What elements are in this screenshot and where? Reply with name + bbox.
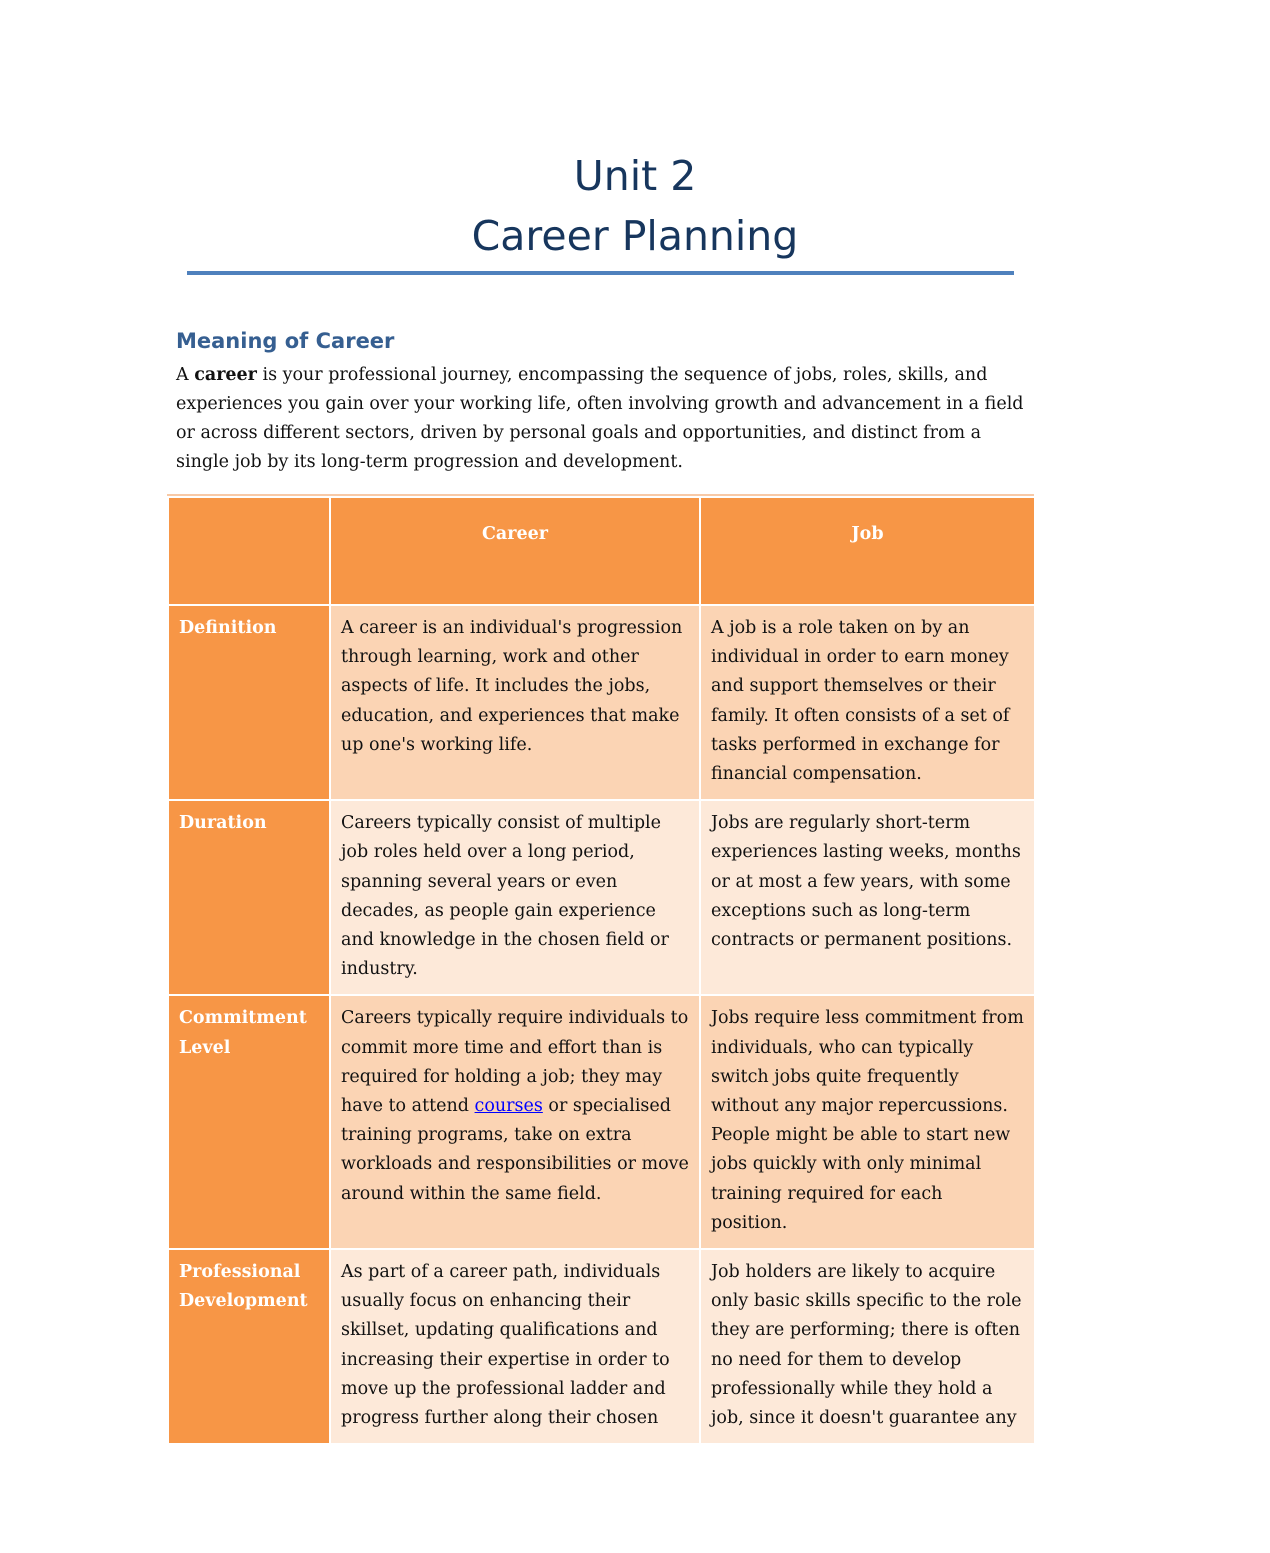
header-job: Job [700, 497, 1035, 605]
intro-paragraph [176, 361, 1026, 477]
career-vs-job-table [167, 496, 1036, 1445]
document-title [0, 146, 1270, 266]
table-row-commitment [168, 995, 1035, 1249]
header-empty-cell [168, 497, 330, 605]
row-label-definition: Definition [168, 605, 330, 800]
career-commitment-text-a: Careers typically require individuals to commit more time and effort than is required for holding a job; they may have to attend [341, 1008, 689, 1117]
courses-link[interactable]: courses [474, 1096, 543, 1117]
comparison-table-container [167, 494, 1034, 1429]
section-heading: Meaning of Career [176, 329, 395, 353]
title-line-topic: Career Planning [471, 212, 799, 260]
intro-term: career [194, 365, 257, 385]
cell-career-definition: A career is an individual's progression through learning, work and other aspects of life. It includes the jobs, education, and experiences that make up one's working life. [330, 605, 700, 800]
title-underline [187, 271, 1014, 275]
cell-career-duration: Careers typically consist of multiple job roles held over a long period, spanning several years or even decades, as people gain experience and knowledge in the chosen field or industry. [330, 800, 700, 995]
cell-career-commitment [330, 995, 700, 1249]
career-commitment-text-b: or specialised training programs, take on extra workloads and responsibilities or move around within the same field. [341, 1096, 689, 1204]
row-label-professional-development: Professional Development [168, 1249, 330, 1444]
table-header-row [168, 497, 1035, 605]
row-label-duration: Duration [168, 800, 330, 995]
table-row-duration [168, 800, 1035, 995]
cell-career-professional-development: As part of a career path, individuals usually focus on enhancing their skillset, updating qualifications and increasing their expertise in order to move up the professional ladder and progress further along their chosen [330, 1249, 700, 1444]
row-label-commitment: Commitment Level [168, 995, 330, 1249]
intro-rest: is your professional journey, encompassing the sequence of jobs, roles, skills, and experiences you gain over your working life, often involving growth and advancement in a field or across different sectors, driven by personal goals and opportunities, and distinct from a single job by its long-term progression and development. [176, 365, 1024, 472]
table-row-definition [168, 605, 1035, 800]
intro-lead: A [176, 365, 195, 385]
cell-job-definition: A job is a role taken on by an individual in order to earn money and support themselves or their family. It often consists of a set of tasks performed in exchange for financial compensation. [700, 605, 1035, 800]
cell-job-professional-development: Job holders are likely to acquire only basic skills specific to the role they are performing; there is often no need for them to develop professionally while they hold a job, since it doesn't guarantee any [700, 1249, 1035, 1444]
cell-job-duration: Jobs are regularly short-term experiences lasting weeks, months or at most a few years, with some exceptions such as long-term contracts or permanent positions. [700, 800, 1035, 995]
cell-job-commitment: Jobs require less commitment from individuals, who can typically switch jobs quite frequently without any major repercussions. People might be able to start new jobs quickly with only minimal training required for each position. [700, 995, 1035, 1249]
header-career: Career [330, 497, 700, 605]
title-line-unit: Unit 2 [573, 152, 697, 200]
table-row-professional-development [168, 1249, 1035, 1444]
